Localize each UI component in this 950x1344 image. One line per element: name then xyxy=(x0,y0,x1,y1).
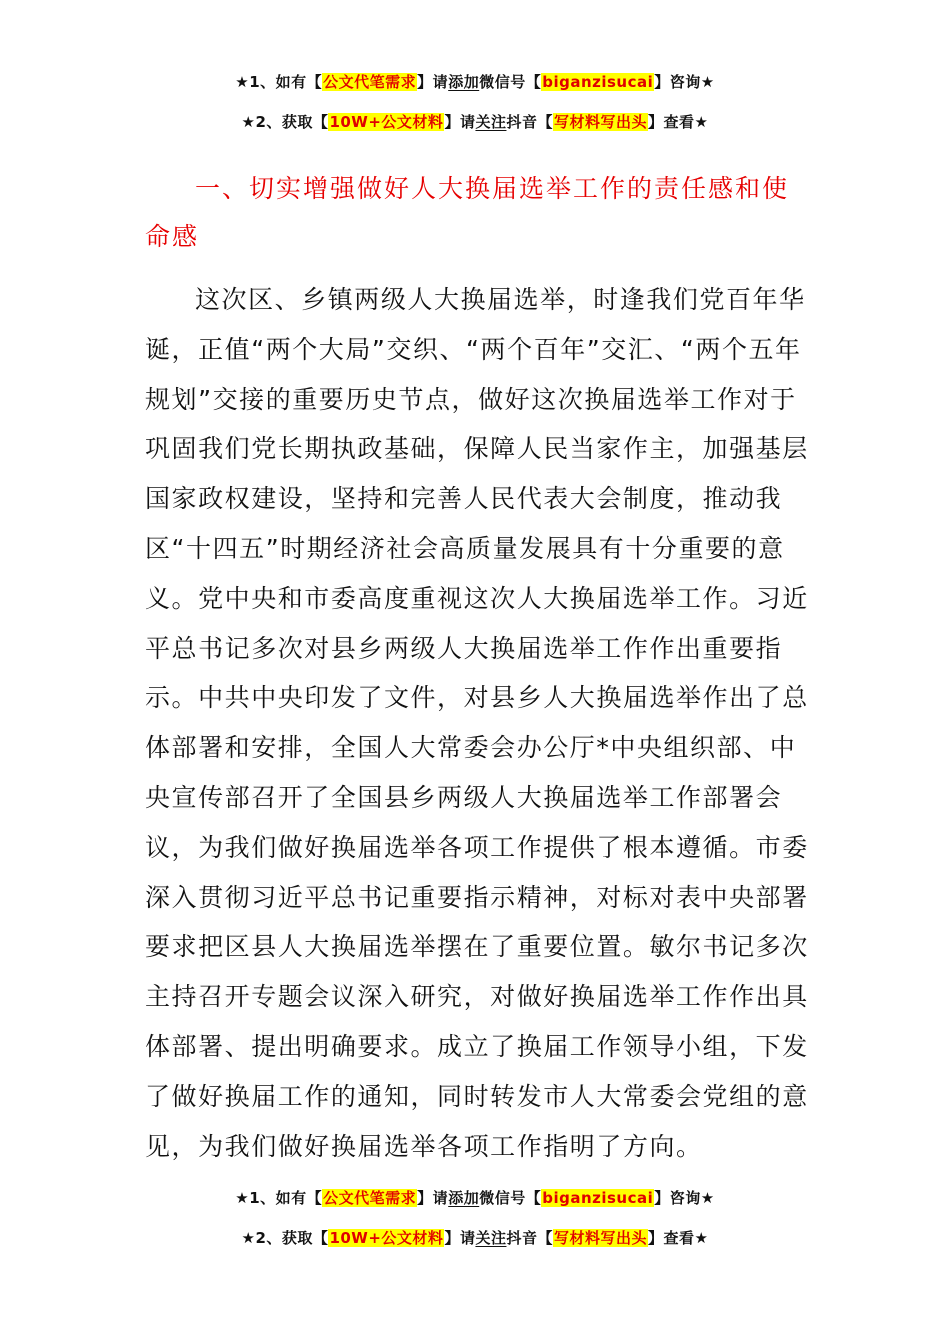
promo-text: 抖音【 xyxy=(506,1229,553,1247)
promo-highlight: 公文代笔需求 xyxy=(323,73,417,91)
promo-text: 】请 xyxy=(444,1229,476,1247)
promo-text: 】查看★ xyxy=(648,1229,709,1247)
promo-text: ★1、如有【 xyxy=(235,1189,323,1207)
promo-douyin-name: 写材料写出头 xyxy=(553,1229,647,1247)
promo-underlined: 关注 xyxy=(475,113,507,131)
promo-text: 】咨询★ xyxy=(654,1189,715,1207)
promo-text: 抖音【 xyxy=(506,113,553,131)
promo-text: 微信号【 xyxy=(479,1189,542,1207)
section-heading-text: 一、切实增强做好人大换届选举工作的责任感和使命感 xyxy=(145,174,790,251)
top-promo-line-1 xyxy=(0,70,950,94)
promo-underlined: 添加 xyxy=(448,73,480,91)
promo-text: ★2、获取【 xyxy=(241,1229,329,1247)
body-paragraph xyxy=(145,275,810,1171)
promo-highlight: 10W+公文材料 xyxy=(329,1229,444,1247)
promo-text: ★2、获取【 xyxy=(241,113,329,131)
promo-underlined: 添加 xyxy=(448,1189,480,1207)
promo-text: 】请 xyxy=(444,113,476,131)
body-paragraph-text: 这次区、乡镇两级人大换届选举，时逢我们党百年华诞，正值“两个大局”交织、“两个百年”交汇、“两个五年规划”交接的重要历史节点，做好这次换届选举工作对于巩固我们党长期执政基础，保障人民当家作主，加强基层国家政权建设，坚持和完善人民代表大会制度，推动我区“十四五”时期经济社会高质量发展具有十分重要的意义。党中央和市委高度重视这次人大换届选举工作。习近平总书记多次对县乡两级人大换届选举工作作出重要指示。中共中央印发了文件，对县乡人大换届选举作出了总体部署和安排，全国人大常委会办公厅*中央组织部、中央宣传部召开了全国县乡两级人大换届选举工作部署会议，为我们做好换届选举各项工作提供了根本遵循。市委深入贯彻习近平总书记重要指示精神，对标对表中央部署要求把区县人大换届选举摆在了重要位置。敏尔书记多次主持召开专题会议深入研究，对做好换届选举工作作出具体部署、提出明确要求。成立了换届工作领导小组，下发了做好换届工作的通知，同时转发市人大常委会党组的意见，为我们做好换届选举各项工作指明了方向。 xyxy=(145,285,809,1161)
promo-text: 】查看★ xyxy=(648,113,709,131)
promo-highlight: 公文代笔需求 xyxy=(323,1189,417,1207)
promo-wechat-id: biganzisucai xyxy=(542,73,654,91)
bottom-promo-line-2 xyxy=(0,1226,950,1250)
promo-text: 】请 xyxy=(417,73,449,91)
promo-highlight: 10W+公文材料 xyxy=(329,113,444,131)
bottom-promo-line-1 xyxy=(0,1186,950,1210)
promo-douyin-name: 写材料写出头 xyxy=(553,113,647,131)
section-heading xyxy=(145,165,810,261)
promo-text: 】咨询★ xyxy=(654,73,715,91)
promo-wechat-id: biganzisucai xyxy=(542,1189,654,1207)
promo-underlined: 关注 xyxy=(475,1229,507,1247)
promo-text: 微信号【 xyxy=(479,73,542,91)
promo-text: ★1、如有【 xyxy=(235,73,323,91)
promo-text: 】请 xyxy=(417,1189,449,1207)
top-promo-line-2 xyxy=(0,110,950,134)
